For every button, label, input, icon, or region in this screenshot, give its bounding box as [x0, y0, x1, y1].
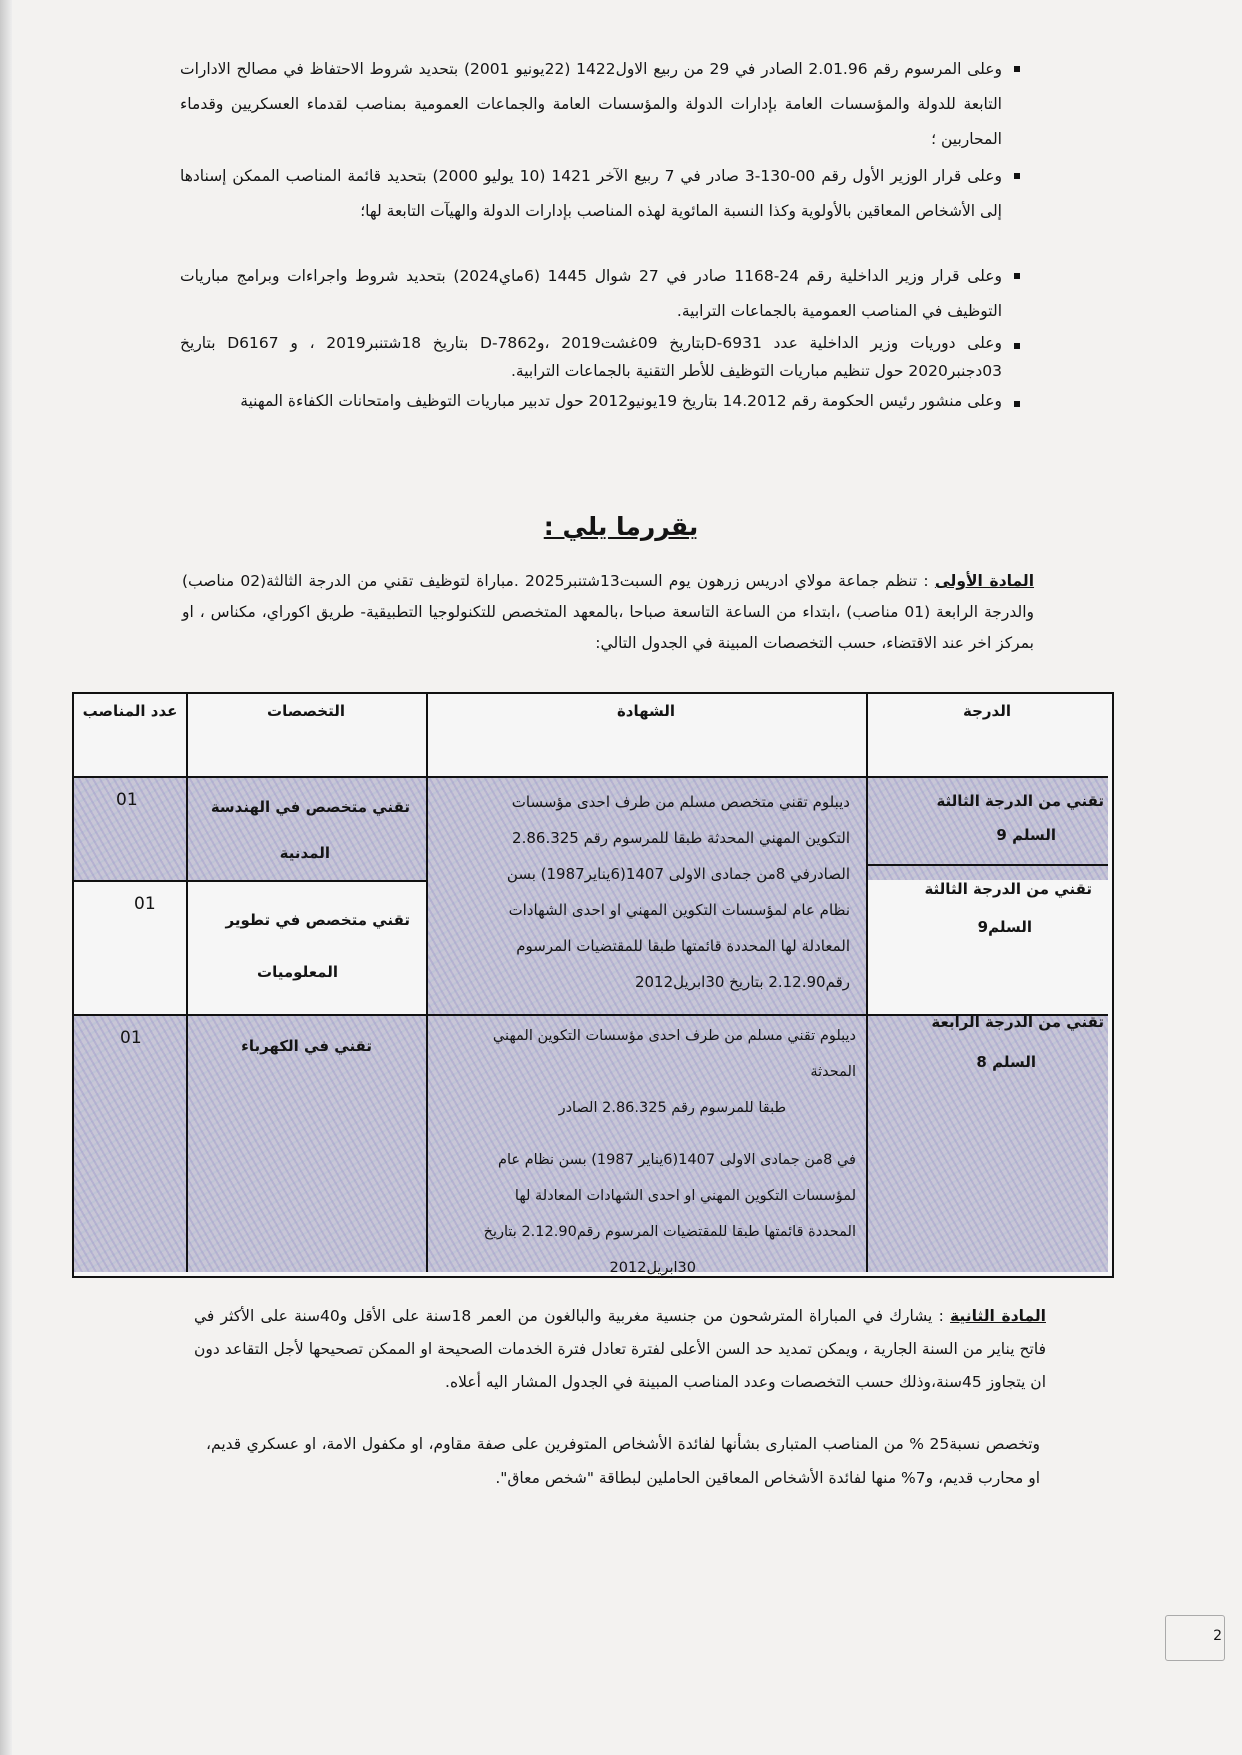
specialty-cell: تقني متخصص في تطوير المعلوميات — [225, 911, 410, 981]
header-divider — [74, 776, 1108, 778]
bullet-square-icon — [1014, 273, 1020, 279]
preamble-item: وعلى المرسوم رقم 2.01.96 الصادر في 29 من ربيع الاول1422 (22يونيو 2001) بتحديد شروط الاحتفاظ في مصالح الادارات التابعة للدولة والمؤسسات العامة بإدارات الدولة والمؤسسات العامة والجماعات العمومية بمناصب لقدماء العسكريين وقدماء المحاربين ؛ — [180, 52, 1020, 157]
page-number: 2 — [1213, 1628, 1222, 1644]
article-1-label: المادة الأولى — [934, 572, 1035, 590]
page-number-box — [1165, 1615, 1225, 1661]
col-divider — [426, 694, 428, 1272]
preamble-item: وعلى دوريات وزير الداخلية عدد D-6931بتاريخ 09غشت2019 ،وD-7862 بتاريخ 18شتنبر2019 ، و D6167 بتاريخ 03دجنبر2020 حول تنظيم مباريات التوظيف للأطر التقنية بالجماعات الترابية. — [180, 329, 1020, 385]
count-cell: 01 — [134, 894, 156, 914]
header-count: عدد المناصب — [82, 702, 178, 720]
diploma-cell: ديبلوم تقني متخصص مسلم من طرف احدى مؤسسات التكوين المهني المحدثة طبقا للمرسوم رقم 2.86.325 الصادرفي 8من جمادى الاولى 1407(6يناير1987) بسن نظام عام لمؤسسات التكوين المهني او احدى الشهادات المعادلة لها المحددة قائمتها طبقا للمقتضيات المرسوم رقم2.12.90 بتاريخ 30ابريل2012 — [506, 793, 850, 991]
count-cell: 01 — [120, 1028, 142, 1048]
article-2-label: المادة الثانية — [950, 1307, 1046, 1325]
diploma-cell: ديبلوم تقني مسلم من طرف احدى مؤسسات التكوين المهني المحدثة طبقا للمرسوم رقم 2.86.325 الصادر في 8من جمادى الاولى 1407(6يناير 1987) بسن نظام عام لمؤسسات التكوين المهني او احدى الشهادات المعادلة لها المحددة قائمتها طبقا للمقتضيات المرسوم رقم2.12.90 بتاريخ 30ابريل2012 — [483, 1028, 856, 1276]
grade-cell: تقني من الدرجة الثالثة السلم 9 — [936, 792, 1104, 844]
positions-table — [72, 692, 1114, 1278]
count-cell: 01 — [116, 790, 138, 810]
bullet-square-icon — [1014, 66, 1020, 72]
grade-cell: تقني من الدرجة الثالثة السلم9 — [924, 880, 1092, 936]
specialty-cell: تقني في الكهرباء — [241, 1037, 372, 1055]
scan-edge — [0, 0, 12, 1755]
article-1-text: : تنظم جماعة مولاي ادريس زرهون يوم السبت13شتنبر2025 .مباراة لتوظيف تقني من الدرجة الثالثة(02 مناصب) والدرجة الرابعة (01 مناصب) ،ابتداء من الساعة التاسعة صباحا ،بالمعهد المتخصص للتكنولوجيا التطبيقية- طريق اكوراي، مكناس ، او بمركز اخر عند الاقتضاء، حسب التخصصات المبينة في الجدول التالي: — [182, 572, 1034, 652]
bullet-square-icon — [1014, 173, 1020, 179]
preamble-list — [180, 52, 1020, 415]
preamble-item: وعلى قرار الوزير الأول رقم 00-130-3 صادر في 7 ربيع الآخر 1421 (10 يوليو 2000) بتحديد قائمة المناصب الممكن إسنادها إلى الأشخاص المعاقين بالأولوية وكذا النسبة المائوية لهذه المناصب بإدارات الدولة والهيآت التابعة لها؛ — [180, 159, 1020, 229]
quota-paragraph: وتخصص نسبة25 % من المناصب المتبارى بشأنها لفائدة الأشخاص المتوفرين على صفة مقاوم، او مكفول الامة، او عسكري قديم، او محارب قديم، و7% منها لفائدة الأشخاص المعاقين الحاملين لبطاقة "شخص معاق". — [206, 1435, 1040, 1487]
row-divider — [866, 864, 1108, 866]
header-diploma: الشهادة — [616, 702, 676, 720]
decision-heading: يقررما يلي : — [543, 512, 699, 541]
article-1 — [182, 566, 1034, 659]
row-divider — [74, 880, 426, 882]
bullet-square-icon — [1014, 401, 1020, 407]
col-divider — [866, 694, 868, 1272]
grade-cell: تقني من الدرجة الرابعة السلم 8 — [931, 1013, 1104, 1071]
header-specialty: التخصصات — [267, 702, 345, 720]
article-2-text: : يشارك في المباراة المترشحون من جنسية مغربية والبالغون من العمر 18سنة على الأقل و40سنة على الأكثر في فاتح يناير من السنة الجارية ، ويمكن تمديد حد السن الأعلى لفترة تعادل فترة الخدمات الصحيحة او الممكن تصحيحها لأجل التقاعد دون ان يتجاوز 45سنة،وذلك حسب التخصصات وعدد المناصب المبينة في الجدول المشار اليه أعلاه. — [194, 1307, 1046, 1391]
bullet-square-icon — [1014, 343, 1020, 349]
preamble-item: وعلى منشور رئيس الحكومة رقم 14.2012 بتاريخ 19يونيو2012 حول تدبير مباريات التوظيف وامتحانات الكفاءة المهنية — [180, 387, 1020, 415]
specialty-cell: تقني متخصص في الهندسة المدنية — [210, 798, 410, 862]
preamble-item: وعلى قرار وزير الداخلية رقم 24-1168 صادر في 27 شوال 1445 (6ماي2024) بتحديد شروط واجراءات وبرامج مباريات التوظيف في المناصب العمومية بالجماعات الترابية. — [180, 259, 1020, 329]
header-grade: الدرجة — [963, 702, 1011, 720]
article-2 — [194, 1300, 1046, 1399]
